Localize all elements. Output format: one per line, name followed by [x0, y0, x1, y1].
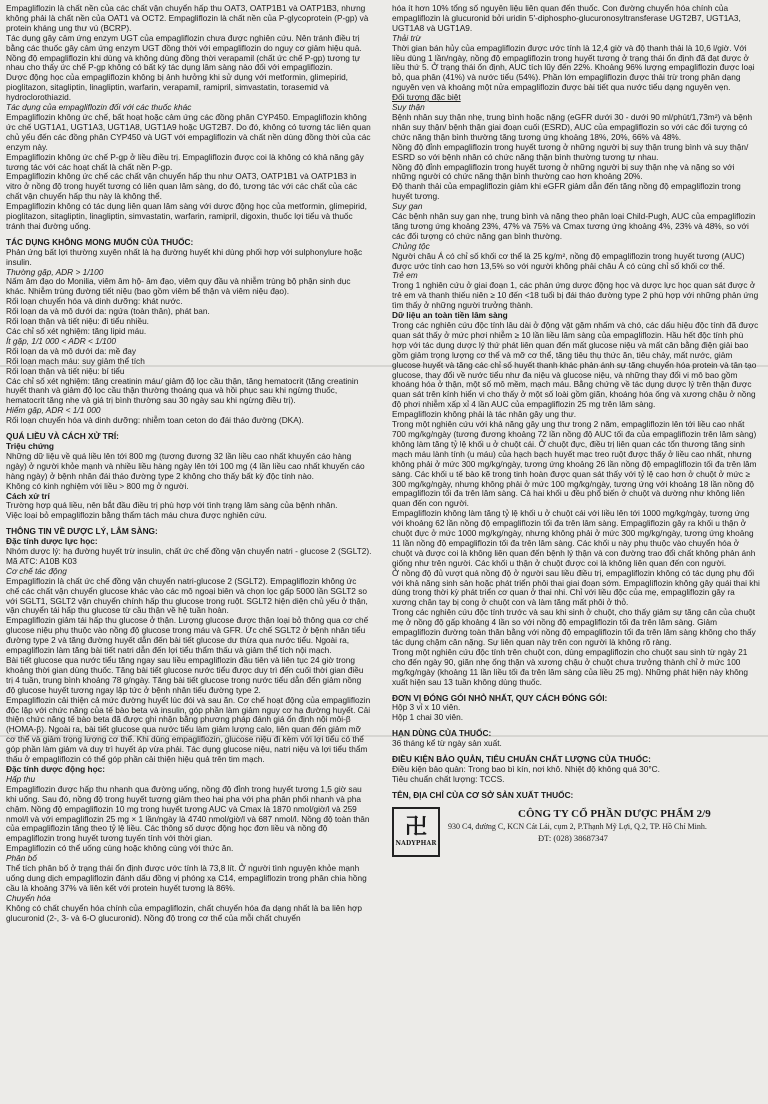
safety-heading: Dữ liệu an toàn tiền lâm sàng [392, 310, 508, 321]
list-item: Hộp 1 chai 30 viên. [392, 712, 464, 723]
paragraph: Trong một nghiên cứu với khả năng gây ung thư trong 2 năm, empagliflozin lên tới liều cao nhất 700 mg/kg/ngày (tương đương khoảng 72 lần nồng độ AUC tối đa của empagliflozin trên lâm sàng) không làm tăng tỷ lệ khối u ở chuột cái. Ở chuột đực, điều trị liên quan các tổn thương tăng sinh mạch máu lành tính (u máu) của hạch bạch huyết mạc treo ruột được thấy ở liều cao nhất, nhưng không phải ở mức 300 mg/kg/ngày, tương ứng khoảng 26 lần nồng độ empagliflozin tối đa trên lâm sàng. Các khối u tế bào kẽ trong tinh hoàn được quan sát thấy với tỷ lệ cao hơn ở chuột ở mức ≥ 300 mg/kg/ngày, nhưng không phải ở mức 100 mg/kg/ngày, tương ứng với khoảng 18 lần nồng độ empagliflozin tối đa trên lâm sàng. Cả hai khối u đều phổ biến ở chuột và dường như không liên quan đến con người. [392, 419, 757, 509]
company-phone: ĐT: (028) 38687347 [538, 832, 608, 843]
company-logo-text: NADYPHAR [395, 839, 437, 847]
paragraph: Empagliflozin là chất nền của các chất vận chuyển hấp thu OAT3, OATP1B1 và OATP1B3, nhưng không phải là chất nền của OAT1 và OCT2. Empagliflozin là chất nền của P-glycoprotein (P-gp) và protein kháng ung thư vú (BCRP). [6, 3, 369, 33]
symptoms-paragraphs [6, 452, 372, 492]
paragraph: Empagliflozin được hấp thu nhanh qua đường uống, nồng độ đỉnh trong huyết tương 1,5 giờ sau khi uống. Sau đó, nồng độ trong huyết tương giảm theo hai pha với pha phân phối nhanh và pha chậm. Nồng độ empagliflozin 10 mg trong huyết tương AUC và Cmax là 1870 nmol/giờ/l và 259 nmol/l và với empagliflozin 25 mg × 1 lần/ngày là 4740 nmol/giờ/l và 687 nmol/l. Nồng độ toàn thân của empagliflozin tăng theo tỷ lệ liều. Các thông số dược động học đơn liều và nồng độ empagliflozin trong huyết tương tuyến tính với thời gian. [6, 783, 370, 844]
adverse-item: Rối loạn thận và tiết niệu: bí tiểu [6, 365, 125, 376]
paragraph: Bệnh nhân suy thận nhẹ, trung bình hoặc nặng (eGFR dưới 30 - dưới 90 ml/phút/1,73m²) và bệnh nhân suy thận/ bệnh thận giai đoạn cuối (ESRD), AUC của empagliflozin so với các đối tượng có chức năng thận bình thường tăng tương ứng khoảng 18%, 20%, 66% và 48%. [392, 111, 753, 142]
company-info [448, 807, 711, 844]
treatment-paragraphs [6, 501, 372, 521]
paragraph: Empagliflozin không phải là tác nhân gây ung thư. [392, 409, 577, 420]
paragraph: Không có kinh nghiệm với liều > 800 mg ở người. [6, 480, 189, 491]
paragraph: Empagliflozin cải thiện cả mức đường huyết lúc đói và sau ăn. Cơ chế hoạt động của empagliflozin độc lập với chức năng của tế bào beta và insulin, góp phần làm giảm nguy cơ hạ đường huyết. Cải thiện chức năng tế bào beta đã được ghi nhận bằng phương pháp đánh giá ổn định nội môi-β (HOMA-β). Ngoài ra, bài tiết glucose qua nước tiểu làm giảm lượng calo, liên quan đến giảm mỡ cơ thể và giảm trọng lượng cơ thể. Khi dùng empagliflozin, glucose niệu đi kèm với lợi tiểu có thể góp phần làm giảm và duy trì huyết áp vừa phải. Tác dụng glucose niệu, natri niệu và lợi tiểu thẩm thấu ở empagliflozin có thể góp phần cải thiện hiệu quả trên tim mạch. [6, 694, 371, 765]
paragraph: Độ thanh thải của empagliflozin giảm khi eGFR giảm dẫn đến tăng nồng độ empagliflozin trong huyết tương. [392, 181, 741, 202]
paragraph: Empagliflozin giảm tái hấp thu glucose ở thận. Lượng glucose được thận loại bỏ thông qua cơ chế glucose niệu phụ thuộc vào nồng độ glucose trong máu và GFR. Ức chế SGLT2 ở bệnh nhân tiểu đường type 2 và tăng đường huyết dẫn đến bài tiết glucose dư thừa qua nước tiểu. Ngoài ra, empagliflozin làm tăng bài tiết natri dẫn đến lợi tiểu thẩm thấu và giảm thể tích nội mạch. [6, 615, 369, 656]
adverse-item: Rối loạn chuyển hóa và dinh dưỡng: nhiễm toan ceton do đái tháo đường (DKA). [6, 415, 304, 426]
paragraph: Bài tiết glucose qua nước tiểu tăng ngay sau liều empagliflozin đầu tiên và liên tục 24 giờ trong khoảng thời gian dùng thuốc. Tăng bài tiết glucose nước tiểu được duy trì đến cuối thời gian điều trị 4 tuần, trung bình khoảng 78 g/ngày. Tăng bài tiết glucose trong nước tiểu dẫn đến giảm nồng độ glucose huyết tương ngay lập tức ở bệnh nhân tiểu đường type 2. [6, 655, 364, 695]
paragraph: Empagliflozin là chất ức chế đồng vận chuyển natri-glucose 2 (SGLT2). Empagliflozin không ức chế các chất vận chuyển glucose khác vào các mô ngoại biên và chọn lọc gấp 5000 lần SGLT2 so với SGLT1, SGLT2 vận chuyển chính hấp thu glucose trong ruột. SGLT2 hiện diện chủ yếu ở thận, vận chuyển tái hấp thu glucose từ cầu thận về hệ tuần hoàn. [6, 575, 368, 616]
list-item: Điều kiện bảo quản: Trong bao bì kín, nơi khô. Nhiệt độ không quá 30°C. [392, 763, 660, 774]
paragraph: Tác dụng gây cảm ứng enzym UGT của empagliflozin chưa được nghiên cứu. Nên tránh điều trị bằng các thuốc gây cảm ứng enzym UGT đồng thời với empagliflozin do nguy cơ giảm hiệu quả. [6, 32, 362, 53]
list-item: Hộp 3 vỉ x 10 viên. [392, 702, 461, 713]
race-heading: Chủng tộc [392, 240, 430, 251]
paragraph: Nồng độ empagliflozin khi dùng và không dùng đồng thời verapamil (chất ức chế P-gp) tương tự nhau cho thấy ức chế P-gp không có bất kỳ tác dụng lâm sàng nào đối với empagliflozin. [6, 52, 361, 73]
right-column [392, 4, 760, 857]
adverse-item: Rối loạn mạch máu: suy giảm thể tích [6, 355, 145, 366]
paragraph: Empagliflozin không ức chế các chất vận chuyển hấp thu như OAT3, OATP1B1 và OATP1B3 in vitro ở nồng độ trong huyết tương có liên quan lâm sàng, do đó, tương tác với các chất của các chất vận chuyển hấp thu này là không thể. [6, 171, 358, 202]
hepatic-text: Các bệnh nhân suy gan nhẹ, trung bình và nặng theo phân loại Child-Pugh, AUC của empagliflozin tăng tương ứng khoảng 23%, 47% và 75% và Cmax tương ứng khoảng 4%, 23% và 48%, so với các đối tượng có chức năng gan bình thường. [392, 211, 756, 241]
adverse-item: Thường gặp, ADR > 1/100 [6, 266, 104, 277]
manufacturer-heading: TÊN, ĐỊA CHỈ CỦA CƠ SỞ SẢN XUẤT THUỐC: [392, 789, 574, 800]
adverse-item: Nấm âm đạo do Monilia, viêm âm hộ- âm đạo, viêm quy đầu và nhiễm trùng bộ phận sinh dục khác. Nhiễm trùng đường tiết niệu (bao gồm viêm bể thận và viêm niệu đạo). [6, 276, 351, 297]
paragraph: Trong một nghiên cứu độc tính trên chuột con, dùng empagliflozin cho chuột sau sinh từ ngày 21 cho đến ngày 90, giãn nhẹ ống thận và xương chậu ở chuột chưa trưởng thành chỉ ở mức 100 mg/kg/ngày (khoảng 11 lần liều tối đa trên lâm sàng của liều 25 mg). Những phát hiện này không xuất hiện sau 13 tuần không dùng thuốc. [392, 646, 748, 687]
packaging-heading: ĐƠN VỊ ĐÓNG GÓI NHỎ NHẤT, QUY CÁCH ĐÓNG GÓI: [392, 692, 608, 703]
race-text: Người châu Á có chỉ số khối cơ thể là 25 kg/m², nồng độ empagliflozin trong huyết tương (AUC) được ước tính cao hơn 13,5% so với người không phải châu Á có cùng chỉ số khối cơ thể. [392, 250, 745, 271]
storage-heading: ĐIỀU KIỆN BẢO QUẢN, TIÊU CHUẨN CHẤT LƯỢNG CỦA THUỐC: [392, 754, 651, 765]
paragraph: Trong các nghiên cứu độc tính trước và sau khi sinh ở chuột, cho thấy giảm sự tăng cân của chuột mẹ ở nồng độ gấp khoảng 4 lần so với nồng độ empagliflozin tối đa trên lâm sàng. Giảm empagliflozin đường toàn thân bằng với nồng độ empagliflozin tối đa trên lâm sàng không cho thấy tác dụng chậm cân nặng. Sự liên quan này trên con người là không rõ ràng. [392, 607, 756, 647]
paragraph: Ở nồng độ đủ vượt quá nồng độ ở người sau liều điều trị, empagliflozin không có tác dụng phụ đối với khả năng sinh sản hoặc phát triển phôi thai giai đoạn sớm. Empagliflozin không gây quái thai khi dùng trong thời kỳ phát triển cơ quan ở thai nhi. Chỉ với liều độc của mẹ, empagliflozin gây ra xương chân tay bị cong ở chuột con và làm tăng mất phôi ở thỏ. [392, 567, 760, 608]
pd-group: Nhóm dược lý: hạ đường huyết trừ insulin, chất ức chế đồng vận chuyển natri - glucose 2 (SGLT2). [6, 546, 372, 557]
adverse-heading: TÁC DỤNG KHÔNG MONG MUỐN CỦA THUỐC: [6, 236, 194, 247]
paragraph: Empagliflozin có thể uống cùng hoặc không cùng với thức ăn. [6, 843, 234, 854]
paragraph: Empagliflozin không ức chế P-gp ở liều điều trị. Empagliflozin được coi là không có khả năng gây tương tác với các hoạt chất là chất nền P-gp. [6, 151, 364, 172]
paragraph: Nồng độ đỉnh empagliflozin trong huyết tương ở những người bị suy thận trung bình và suy thận/ ESRD so với bệnh nhân có chức năng thận bình thường tương tự nhau. [392, 141, 749, 162]
shelf-life-text: 36 tháng kể từ ngày sản xuất. [392, 738, 502, 749]
metabolism-continued: hóa ít hơn 10% tổng số nguyên liệu liên quan đến thuốc. Con đường chuyển hóa chính của empagliflozin là glucuronid bởi uridin 5'-diphospho-glucuronosyltransferase UGT2B7, UGT1A3, UGT1A8 và UGT1A9. [392, 3, 741, 33]
special-populations-heading: Đối tượng đặc biệt [392, 92, 461, 103]
left-column [6, 4, 372, 923]
adverse-item: Ít gặp, 1/1 000 < ADR < 1/100 [6, 335, 116, 346]
adverse-list [6, 268, 372, 427]
treatment-heading: Cách xử trí [6, 490, 50, 501]
distribution-text: Thể tích phân bố ở trạng thái ổn định được ước tính là 73,8 lít. Ở người tình nguyện khỏe mạnh uống dung dịch empagliflozin đánh dấu đồng vị phóng xạ C14, empagliflozin trong phân chia hồng cầu là khoảng 37% và liên kết với protein huyết tương là 86%. [6, 863, 367, 893]
paragraph: Trường hợp quá liều, nên bắt đầu điều trị phù hợp với tình trạng lâm sàng của bệnh nhân. [6, 500, 338, 511]
atc-code: Mã ATC: A10B K03 [6, 555, 77, 566]
adverse-item: Rối loạn da và mô dưới da: mề đay [6, 345, 136, 356]
manufacturer-block [392, 807, 760, 857]
company-logo-mark-icon: 卍 [404, 813, 427, 840]
elimination-heading: Thải trừ [392, 32, 421, 43]
adverse-item: Rối loạn chuyển hóa và dinh dưỡng: khát nước. [6, 296, 183, 307]
paragraph: Empagliflozin không làm tăng tỷ lệ khối u ở chuột cái với liều lên tới 1000 mg/kg/ngày, tương ứng với khoảng 62 lần nồng độ empagliflozin tối đa trên lâm sàng. Empagliflozin gây ra khối u thận ở chuột đực ở mức 1000 mg/kg/ngày, nhưng không phải ở mức 300 mg/kg/ngày, tương ứng khoảng 11 lần nồng độ empagliflozin tối đa trên lâm sàng. Các khối u này phụ thuộc vào chuyển hóa ở chuột và được coi là không liên quan đến bệnh lý thận và con đường trao đổi chất không phản ánh giống như trên người. Các khối u thận ở chuột được coi là không liên quan đến con người. [392, 508, 756, 568]
renal-paragraphs [392, 113, 760, 202]
intro-paragraphs [6, 4, 372, 103]
paragraph: Empagliflozin không có tác dụng liên quan lâm sàng với dược động học của metformin, glimepirid, pioglitazon, sitagliptin, linagliptin, simvastatin, warfarin, ramipril, digoxin, thuốc lợi tiểu và thuốc tránh thai đường uống. [6, 201, 367, 231]
interactions-paragraphs [6, 113, 372, 232]
symptoms-heading: Triệu chứng [6, 440, 54, 451]
moa-heading: Cơ chế tác động [6, 565, 67, 576]
adverse-item: Hiếm gặp, ADR < 1/1 000 [6, 405, 101, 416]
children-text: Trong 1 nghiên cứu ở giai đoạn 1, các phản ứng dược động học và dược lực học quan sát được ở trẻ em và thanh thiếu niên ≥ 10 đến <18 tuổi bị đái tháo đường type 2 phù hợp với những phản ứng tìm thấy ở những người trưởng thành. [392, 280, 759, 311]
storage-list [392, 765, 760, 785]
hepatic-heading: Suy gan [392, 201, 423, 212]
paragraph: Trong các nghiên cứu độc tính lâu dài ở động vật gặm nhấm và chó, các dấu hiệu độc tính đã được quan sát thấy ở mức phơi nhiễm ≥ 10 lần liều lâm sàng của empagliflozin. Hầu hết độc tính phù hợp với tác dụng dược lý thứ phát liên quan đến mất glucose niệu và mất cân bằng điện giải bao gồm giảm trọng lượng cơ thể và mỡ cơ thể, tăng tiêu thụ thức ăn, tiêu chảy, mất nước, giảm glucose huyết và tăng các chỉ số huyết thanh khác phản ánh sự tăng chuyển hóa protein và tân tạo glucose, thay đổi về nước tiểu như đa niệu và glucose niệu, và những thay đổi vi mô bao gồm khoáng hóa ở thận, một số mô mềm, mạch máu. Bằng chứng về tác dụng dược lý trên thận được quan sát trên kính hiển vi cho thấy ở một số loài gồm giãn, khoáng hóa ống và xương chậu ở nồng độ phơi nhiễm xấp xỉ 4 lần AUC của empagliflozin 25 mg trên lâm sàng. [392, 320, 759, 410]
paragraph: Empagliflozin không ức chế, bất hoạt hoặc cảm ứng các đồng phân CYP450. Empagliflozin không ức chế UGT1A1, UGT1A3, UGT1A8, UGT1A9 hoặc UGT2B7. Do đó, không có tương tác liên quan chủ yếu đến các đồng phân CYP450 và UGT với empagliflozin và chất nền dùng đồng thời của các enzym này. [6, 111, 371, 152]
company-name: CÔNG TY CỔ PHẦN DƯỢC PHẨM 2/9 [518, 807, 711, 820]
pd-heading: Đặc tính dược lực học: [6, 536, 98, 547]
moa-paragraphs [6, 577, 372, 765]
adverse-item: Các chỉ số xét nghiệm: tăng lipid máu. [6, 326, 147, 336]
metabolism-heading: Chuyển hóa [6, 892, 51, 903]
absorption-paragraphs [6, 785, 372, 854]
renal-heading: Suy thận [392, 102, 425, 113]
company-address: 930 C4, đường C, KCN Cát Lái, cụm 2, P.Thạnh Mỹ Lợi, Q.2, TP. Hồ Chí Minh. [448, 821, 707, 831]
company-logo [392, 807, 440, 857]
adverse-intro: Phản ứng bất lợi thường xuyên nhất là hạ đường huyết khi dùng phối hợp với sulphonylure hoặc insulin. [6, 246, 363, 267]
paragraph: Việc loại bỏ empagliflozin bằng thẩm tách máu chưa được nghiên cứu. [6, 510, 267, 521]
packaging-list [392, 703, 760, 723]
absorption-heading: Hấp thu [6, 773, 36, 784]
children-heading: Trẻ em [392, 270, 418, 281]
adverse-item: Các chỉ số xét nghiệm: tăng creatinin máu/ giảm độ lọc cầu thận, tăng hematocrit (tăng creatinin huyết thanh và giảm độ lọc cầu thận thường thoáng qua và hồi phục sau khi ngừng thuốc, hematocrit tăng nhẹ và giá trị bình thường sau 30 ngày sau khi ngừng điều trị). [6, 375, 359, 406]
shelf-life-heading: HẠN DÙNG CỦA THUỐC: [392, 728, 492, 739]
paragraph: Nồng độ đỉnh empagliflozin trong huyết tương ở những người bị suy thận nhẹ và nặng so với những người có chức năng thận bình thường cao hơn khoảng 20%. [392, 161, 735, 182]
metabolism-text: Không có chất chuyển hóa chính của empagliflozin, chất chuyển hóa đa dạng nhất là ba liên hợp glucuronid (2-, 3- và 6-O glucuronid). Nồng độ trong cơ thể của mỗi chất chuyển [6, 902, 363, 923]
list-item: Tiêu chuẩn chất lượng: TCCS. [392, 773, 505, 784]
pk-heading: Đặc tính dược động học: [6, 763, 106, 774]
paragraph: Những dữ liệu về quá liều lên tới 800 mg (tương đương 32 lần liều cao nhất khuyến cáo hàng ngày) ở người khỏe mạnh và nhiều liều hàng ngày lên tới 100 mg (4 lần liều cao nhất khuyến cáo hàng ngày) ở bệnh nhân đái tháo đường type 2 không cho thấy bất kỳ độc tính nào. [6, 450, 365, 481]
interactions-heading: Tác dụng của empagliflozin đối với các thuốc khác [6, 102, 192, 113]
overdose-heading: QUÁ LIỀU VÀ CÁCH XỬ TRÍ: [6, 431, 119, 442]
pharmacology-heading: THÔNG TIN VỀ DƯỢC LÝ, LÂM SÀNG: [6, 526, 158, 537]
distribution-heading: Phân bố [6, 853, 37, 864]
paragraph: Dược động học của empagliflozin không bị ảnh hưởng khi sử dụng với metformin, glimepirid, pioglitazon, sitagliptin, linagliptin, warfarin, verapamil, ramipril, simvastatin, torasemid và hydroclorothiazid. [6, 72, 348, 103]
elimination-text: Thời gian bán hủy của empagliflozin được ước tính là 12,4 giờ và độ thanh thải là 10,6 l/giờ. Với liều dùng 1 lần/ngày, nồng độ empagliflozin trong huyết tương ở trạng thái ổn định đã đạt được ở liều thứ 5. Ở trạng thái ổn định, AUC tích lũy đến 22%. Khoảng 96% lượng empagliflozin được loại bỏ, qua phân (41%) và nước tiểu (54%). Phần lớn empagliflozin được thải trừ trong phân dạng nguyên vẹn và khoảng một nửa empagliflozin được bài tiết qua nước tiểu dạng nguyên vẹn. [392, 42, 755, 93]
adverse-item: Rối loạn da và mô dưới da: ngứa (toàn thân), phát ban. [6, 306, 210, 317]
safety-paragraphs [392, 321, 760, 688]
adverse-item: Rối loạn thận và tiết niệu: đi tiểu nhiều. [6, 316, 149, 327]
